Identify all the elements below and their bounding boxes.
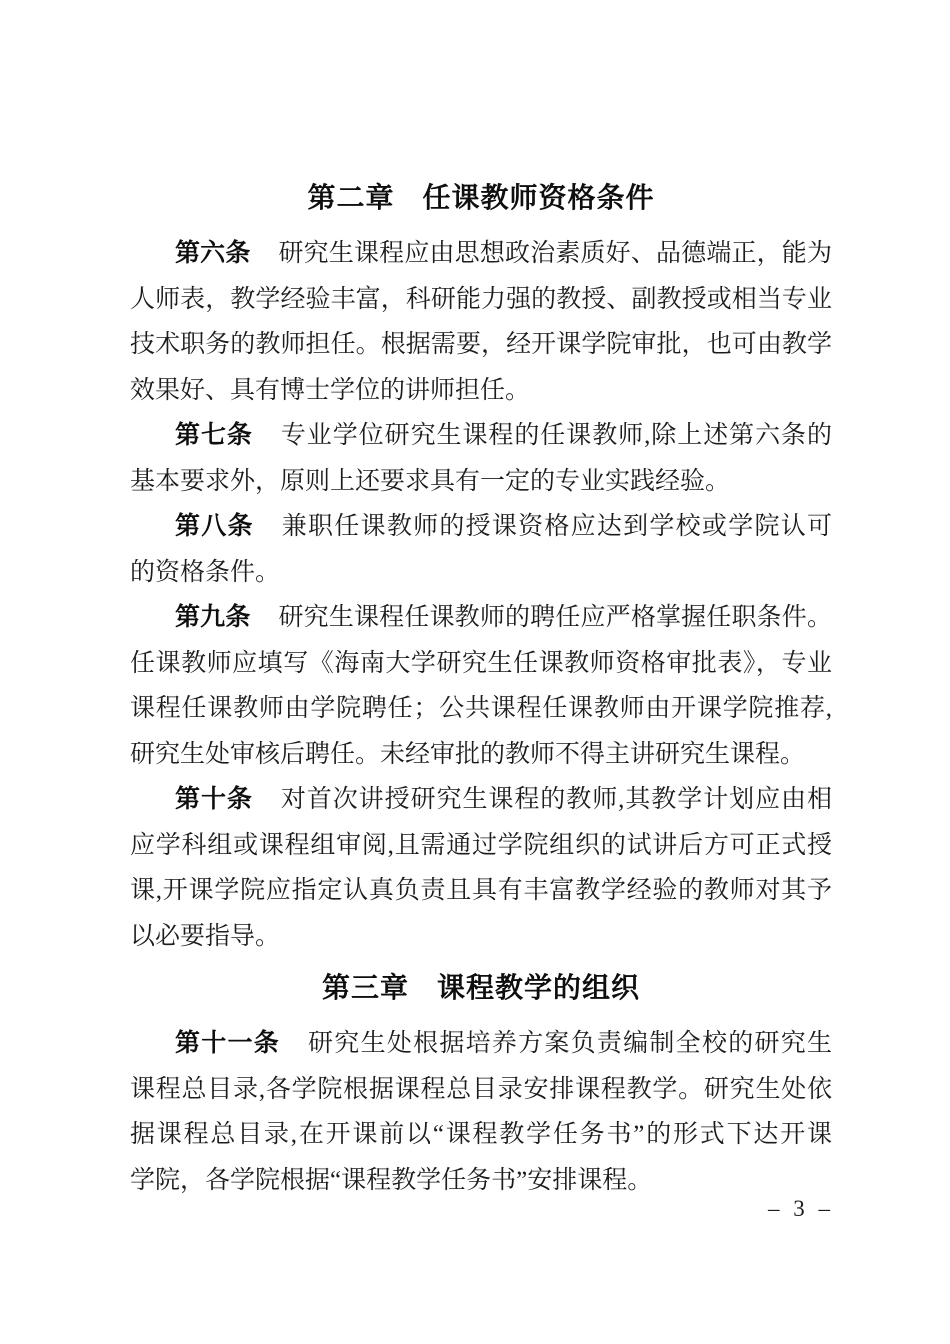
article-line: 基本要求外，原则上还要求具有一定的专业实践经验。 bbox=[130, 467, 731, 495]
article-line bbox=[130, 504, 832, 550]
article-line-text: 兼职任课教师的授课资格应达到学校或学院认可 bbox=[281, 513, 832, 540]
article-paragraph bbox=[130, 504, 832, 595]
article-label: 第九条 bbox=[175, 603, 251, 631]
article-line: 任课教师应填写《海南大学研究生任课教师资格审批表》，专业 bbox=[130, 649, 832, 677]
article-line-text: 对首次讲授研究生课程的教师,其教学计划应由相 bbox=[280, 786, 832, 813]
article-paragraph bbox=[130, 777, 832, 959]
article-line bbox=[130, 777, 832, 823]
chapter-heading-label: 第二章 bbox=[307, 182, 395, 213]
article-paragraph bbox=[130, 413, 832, 504]
article-line: 学院，各学院根据“课程教学任务书”安排课程。 bbox=[130, 1166, 653, 1194]
article-line: 课程总目录,各学院根据课程总目录安排课程教学。研究生处依 bbox=[130, 1075, 832, 1103]
chapter-heading-title: 课程教学的组织 bbox=[437, 972, 641, 1003]
article-line: 的资格条件。 bbox=[130, 558, 281, 586]
article-paragraph bbox=[130, 1021, 832, 1203]
article-line: 据课程总目录,在开课前以“课程教学任务书”的形式下达开课 bbox=[130, 1121, 832, 1148]
chapter-heading-label: 第三章 bbox=[321, 972, 409, 1003]
article-label: 第十条 bbox=[175, 785, 253, 813]
document-body bbox=[130, 175, 832, 1203]
article-line bbox=[130, 413, 832, 459]
article-line: 应学科组或课程组审阅,且需通过学院组织的试讲后方可正式授 bbox=[130, 831, 832, 859]
article-line: 课,开课学院应指定认真负责且具有丰富教学经验的教师对其予 bbox=[130, 877, 832, 904]
article-label: 第八条 bbox=[175, 512, 254, 540]
article-line: 人师表，教学经验丰富，科研能力强的教授、副教授或相当专业 bbox=[130, 285, 832, 313]
article-line-text: 研究生课程应由思想政治素质好、品德端正，能为 bbox=[278, 240, 832, 267]
article-paragraph bbox=[130, 595, 832, 777]
article-line bbox=[130, 595, 832, 641]
article-line-text: 研究生课程任课教师的聘任应严格掌握任职条件。 bbox=[278, 604, 832, 631]
chapter-heading-title: 任课教师资格条件 bbox=[422, 182, 655, 213]
article-label: 第七条 bbox=[175, 421, 253, 449]
article-line-text: 专业学位研究生课程的任课教师,除上述第六条的 bbox=[280, 422, 832, 449]
chapter-heading bbox=[130, 965, 832, 1011]
article-line bbox=[130, 231, 832, 277]
article-line: 课程任课教师由学院聘任；公共课程任课教师由开课学院推荐, bbox=[130, 695, 832, 722]
article-label: 第十一条 bbox=[175, 1029, 281, 1057]
article-line-text: 研究生处根据培养方案负责编制全校的研究生 bbox=[308, 1030, 832, 1057]
article-line bbox=[130, 1021, 832, 1067]
article-line: 研究生处审核后聘任。未经审批的教师不得主讲研究生课程。 bbox=[130, 740, 806, 768]
chapter-heading bbox=[130, 175, 832, 221]
article-paragraph bbox=[130, 231, 832, 413]
article-line: 以必要指导。 bbox=[130, 922, 281, 950]
page-number: – 3 – bbox=[768, 1196, 834, 1221]
article-line: 技术职务的教师担任。根据需要，经开课学院审批，也可由教学 bbox=[130, 331, 832, 358]
article-line: 效果好、具有博士学位的讲师担任。 bbox=[130, 376, 531, 404]
article-label: 第六条 bbox=[175, 239, 251, 267]
